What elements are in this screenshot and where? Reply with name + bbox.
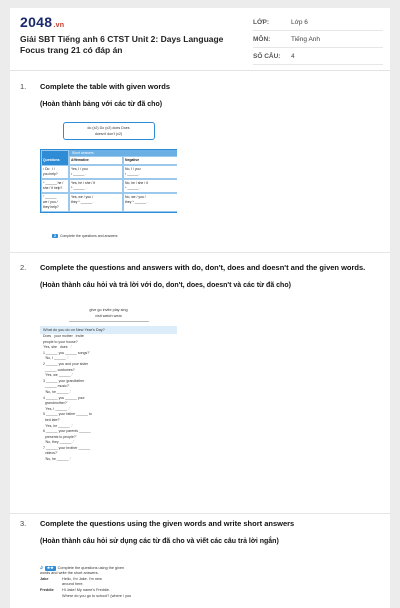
question-title: Complete the questions using the given words and write short answers bbox=[40, 519, 295, 528]
speaker-text: Hi Jake! My name's Freddie. Where do you go to school? (where / you bbox=[62, 588, 132, 598]
meta-value: 4 bbox=[291, 52, 295, 60]
word-box-line: visit watch wear bbox=[95, 314, 122, 318]
table-header-negative: Negative bbox=[123, 156, 177, 165]
question-number: 3. bbox=[20, 519, 27, 528]
table-cell: ⁷ ______ we / you / they help? bbox=[41, 193, 69, 212]
exercise-line: 3 ______ your grandfather bbox=[43, 378, 85, 383]
table-row bbox=[41, 165, 177, 179]
exercise-image-table bbox=[40, 120, 177, 240]
difficulty-badge: ★★ bbox=[46, 566, 54, 570]
exercise-number: 3 bbox=[40, 566, 43, 571]
meta-row-count bbox=[253, 48, 383, 65]
exercise-number-badge: 2 bbox=[54, 234, 56, 238]
logo-text: 2048 bbox=[20, 14, 53, 30]
exercise-line: videos?' bbox=[43, 451, 58, 456]
instruction-line: Complete the questions using the given bbox=[57, 566, 125, 570]
speaker-name: Freddie bbox=[40, 588, 54, 593]
table-header-affirmative: Affirmative bbox=[69, 156, 123, 165]
question-number: 1. bbox=[20, 82, 27, 91]
meta-value: Tiếng Anh bbox=[291, 35, 321, 43]
meta-row-subject bbox=[253, 31, 383, 48]
question-subtitle: (Hoàn thành câu hỏi sử dụng các từ đã cho và viết các câu trả lời ngắn) bbox=[40, 538, 279, 545]
instruction-line: words and write the short answers. bbox=[40, 571, 99, 575]
exercise-instructions bbox=[40, 566, 177, 576]
exercise-line: 7 ______ your brother ______ bbox=[43, 445, 91, 450]
meta-table bbox=[253, 14, 383, 65]
table-cell: ¹ Do I / you help? bbox=[41, 165, 69, 179]
next-exercise-caption bbox=[52, 234, 118, 238]
exercise-line: 'No, he ______ .' bbox=[43, 389, 72, 394]
table-header-questions: Questions bbox=[41, 150, 69, 165]
meta-value: Lớp 6 bbox=[291, 18, 308, 26]
section-divider bbox=[10, 513, 390, 514]
speaker-text: Hello, I'm Jake. I'm new around here. bbox=[62, 577, 102, 587]
document-page bbox=[10, 8, 390, 608]
table-cell: Yes, we / you / they ⁸ ______ . bbox=[69, 193, 123, 212]
word-box bbox=[69, 307, 149, 322]
word-box-line: doesn't don't (x2) bbox=[94, 132, 123, 136]
exercise-line: 1 ______ you ______ songs?' bbox=[43, 350, 90, 355]
question-subtitle: (Hoàn thành bảng với các từ đã cho) bbox=[40, 101, 163, 108]
exercise-line: presents to people?' bbox=[43, 434, 77, 439]
exercise-image-dialogue bbox=[40, 566, 177, 608]
page-header bbox=[10, 8, 390, 71]
page-title: Giải SBT Tiếng anh 6 CTST Unit 2: Days Language Focus trang 21 có đáp án bbox=[20, 34, 224, 55]
exercise-line: 'No, they ______ .' bbox=[43, 440, 74, 445]
exercise-line: 'Yes, we ______ .' bbox=[43, 373, 74, 378]
meta-key: MÔN: bbox=[253, 35, 271, 43]
table-cell: No, I / you ³ ______ . bbox=[123, 165, 177, 179]
word-box-line: give go invite play sing bbox=[89, 308, 128, 312]
exercise-image-dialogues bbox=[40, 305, 177, 501]
grammar-table bbox=[40, 149, 177, 213]
question-title: Complete the questions and answers with do, don't, does and doesn't and the given words. bbox=[40, 263, 366, 272]
exercise-prompt: What do you do on New Year's Day? bbox=[40, 326, 177, 334]
exercise-line: people to your house? bbox=[43, 339, 78, 344]
question-3 bbox=[20, 519, 380, 545]
question-1 bbox=[20, 82, 380, 108]
meta-row-grade bbox=[253, 14, 383, 31]
logo-suffix: .vn bbox=[53, 22, 65, 29]
exercise-line: 'Yes, I ______ .' bbox=[43, 406, 70, 411]
exercise-line: Does your mother invite bbox=[43, 334, 84, 338]
table-cell: ⁴ ______ he / she / it help? bbox=[41, 179, 69, 193]
exercise-line: bed late?' bbox=[43, 417, 61, 422]
section-divider bbox=[10, 252, 390, 253]
exercise-line: grandmother?' bbox=[43, 401, 68, 406]
exercise-line: 6 ______ your parents ______ bbox=[43, 429, 91, 434]
question-2 bbox=[20, 263, 380, 289]
meta-key: SỐ CÂU: bbox=[253, 52, 281, 60]
question-title: Complete the table with given words bbox=[40, 82, 171, 91]
speaker-name: Jake bbox=[40, 577, 49, 581]
exercise-line: 'Yes, he ______ .' bbox=[43, 423, 73, 428]
exercise-lines bbox=[40, 334, 177, 463]
question-number: 2. bbox=[20, 263, 27, 272]
table-cell: No, we / you / they ⁹ ______ . bbox=[123, 193, 177, 212]
exercise-line: 5 ______ your father ______ to bbox=[43, 412, 92, 417]
dialogue-line bbox=[40, 588, 177, 598]
dialogue-line bbox=[40, 577, 177, 587]
table-row bbox=[41, 193, 177, 212]
caption-text: Complete the questions and answers bbox=[59, 234, 118, 238]
meta-key: LỚP: bbox=[253, 18, 270, 26]
exercise-line: 2 ______ you and your sister bbox=[43, 361, 89, 366]
question-subtitle: (Hoàn thành câu hỏi và trả lời với do, don't, does, doesn't và các từ đã cho) bbox=[40, 282, 291, 289]
exercise-line: 'No, I ______ .' bbox=[43, 356, 69, 361]
table-header-short-answers: Short answers bbox=[69, 150, 177, 156]
exercise-line: 'No, he ______ .' bbox=[43, 457, 72, 462]
table-cell: Yes, he / she / it ⁵ ______ . bbox=[69, 179, 123, 193]
table-row bbox=[41, 179, 177, 193]
exercise-line: 4 ______ you ______ your bbox=[43, 395, 85, 400]
table-cell: Yes, I / you ² ______ . bbox=[69, 165, 123, 179]
exercise-line: ______ costumes? bbox=[43, 367, 75, 372]
site-logo[interactable] bbox=[20, 14, 64, 30]
word-box-line: do (x2) Do (x2) does Does bbox=[87, 126, 130, 130]
table-cell: No, he / she / it ⁶ ______ . bbox=[123, 179, 177, 193]
word-box bbox=[63, 122, 155, 140]
exercise-line: ______ music?' bbox=[43, 384, 70, 389]
exercise-line: 'Yes, she does .' bbox=[43, 345, 73, 350]
